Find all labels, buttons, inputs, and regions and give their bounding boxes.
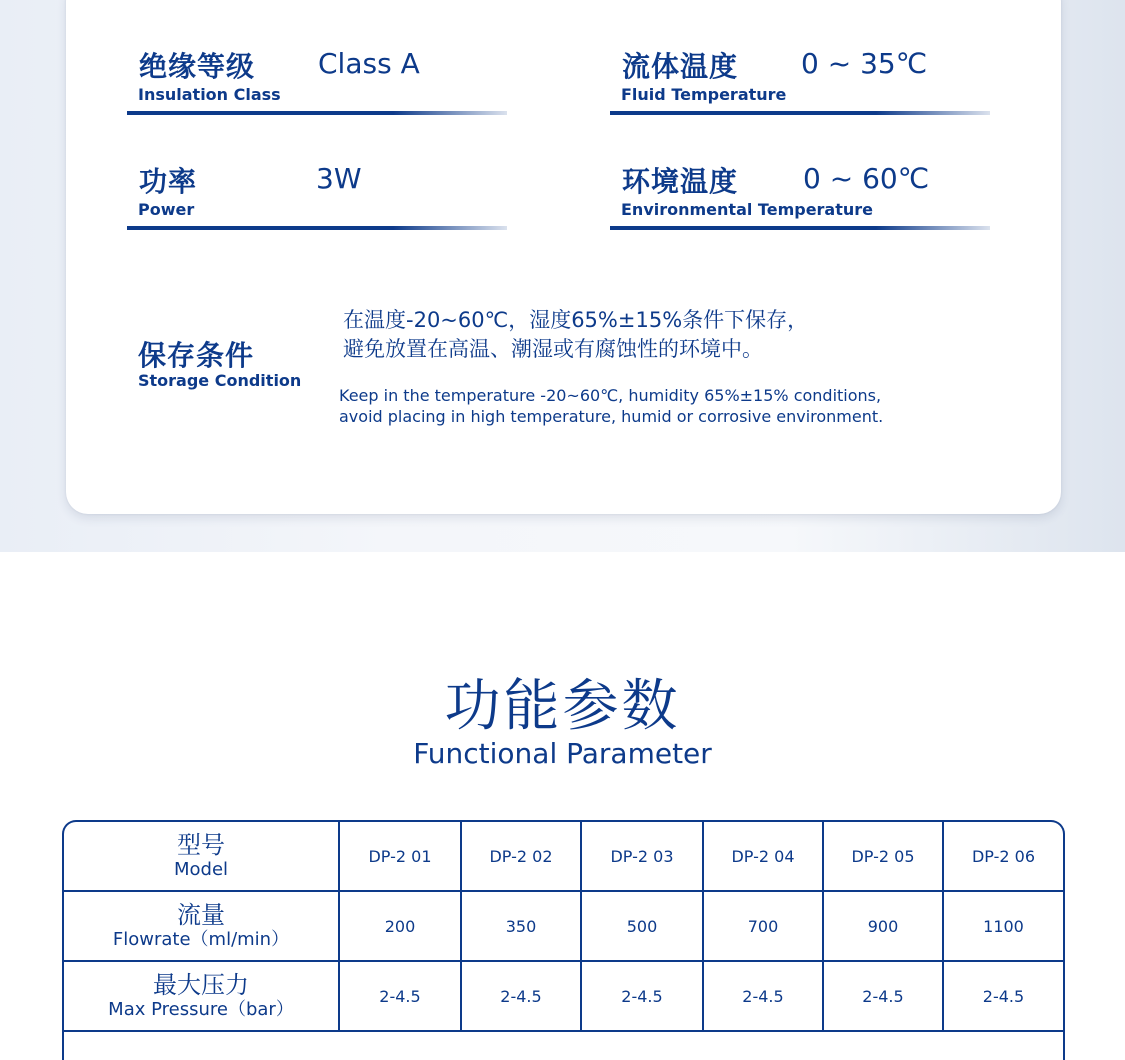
divider <box>610 226 990 230</box>
spec-label-zh: 功率 <box>139 165 198 198</box>
spec-value: Class A <box>318 47 420 80</box>
spec-label-zh: 绝缘等级 <box>139 50 256 83</box>
table-cell: DP-2 02 <box>461 822 581 891</box>
table-cell: 200 <box>339 891 461 961</box>
table-cell: 2-4.5 <box>943 961 1063 1031</box>
spec-value: 3W <box>316 162 362 195</box>
section-subtitle: Functional Parameter <box>413 737 712 770</box>
table-cell: 350 <box>461 891 581 961</box>
spec-value: 0 ~ 35℃ <box>801 47 928 80</box>
table-cell: DP-2 06 <box>943 822 1063 891</box>
table-cell: 2-4.5 <box>823 961 943 1031</box>
divider <box>127 111 507 115</box>
row-header-zh: 型号 <box>177 830 225 859</box>
spec-environmental-temperature <box>610 160 990 240</box>
table-cell: DP-2 04 <box>703 822 823 891</box>
table-cell: 2-4.5 <box>461 961 581 1031</box>
table-row-model <box>64 822 1063 891</box>
table-cell: 700 <box>703 891 823 961</box>
spec-label-zh: 流体温度 <box>622 50 739 83</box>
table-cell: 2-4.5 <box>703 961 823 1031</box>
storage-desc-en-line-1: Keep in the temperature -20~60℃, humidity 65%±15% conditions, <box>339 386 882 405</box>
row-header-en: Flowrate（ml/min） <box>112 928 290 950</box>
spec-insulation-class <box>127 45 507 125</box>
row-header-en: Model <box>173 858 229 880</box>
spec-label-en: Environmental Temperature <box>621 200 874 219</box>
table-row-max-pressure <box>64 961 1063 1031</box>
table-cell: DP-2 05 <box>823 822 943 891</box>
spec-fluid-temperature <box>610 45 990 125</box>
section-title: 功能参数 <box>444 674 681 739</box>
divider <box>127 226 507 230</box>
row-header-zh: 最大压力 <box>153 970 249 999</box>
row-header-zh: 流量 <box>177 900 225 929</box>
spec-label-en: Insulation Class <box>138 85 281 104</box>
table-cell: DP-2 03 <box>581 822 703 891</box>
parameter-table <box>62 820 1065 1060</box>
storage-description-en <box>339 385 883 427</box>
table-cell: 2-4.5 <box>339 961 461 1031</box>
storage-label-en: Storage Condition <box>138 371 302 390</box>
divider <box>610 111 990 115</box>
spec-power <box>127 160 507 240</box>
table-cell: 2-4.5 <box>581 961 703 1031</box>
table-cell: 1100 <box>943 891 1063 961</box>
spec-value: 0 ~ 60℃ <box>803 162 930 195</box>
table-cell: 500 <box>581 891 703 961</box>
row-header <box>64 961 339 1031</box>
spec-label-en: Power <box>138 200 195 219</box>
storage-desc-en-line-2: avoid placing in high temperature, humid or corrosive environment. <box>339 407 884 426</box>
storage-desc-zh-line-2: 避免放置在高温、潮湿或有腐蚀性的环境中。 <box>343 337 763 361</box>
row-header-en: Max Pressure（bar） <box>108 998 294 1020</box>
table-cell: DP-2 01 <box>339 822 461 891</box>
storage-label-zh: 保存条件 <box>138 339 255 372</box>
storage-description-zh <box>343 306 808 364</box>
row-header <box>64 822 339 891</box>
table-row-flowrate <box>64 891 1063 961</box>
table-cell: 900 <box>823 891 943 961</box>
spec-label-zh: 环境温度 <box>622 165 739 198</box>
row-header <box>64 891 339 961</box>
storage-desc-zh-line-1: 在温度-20~60℃，湿度65%±15%条件下保存， <box>343 308 809 332</box>
spec-label-en: Fluid Temperature <box>621 85 787 104</box>
